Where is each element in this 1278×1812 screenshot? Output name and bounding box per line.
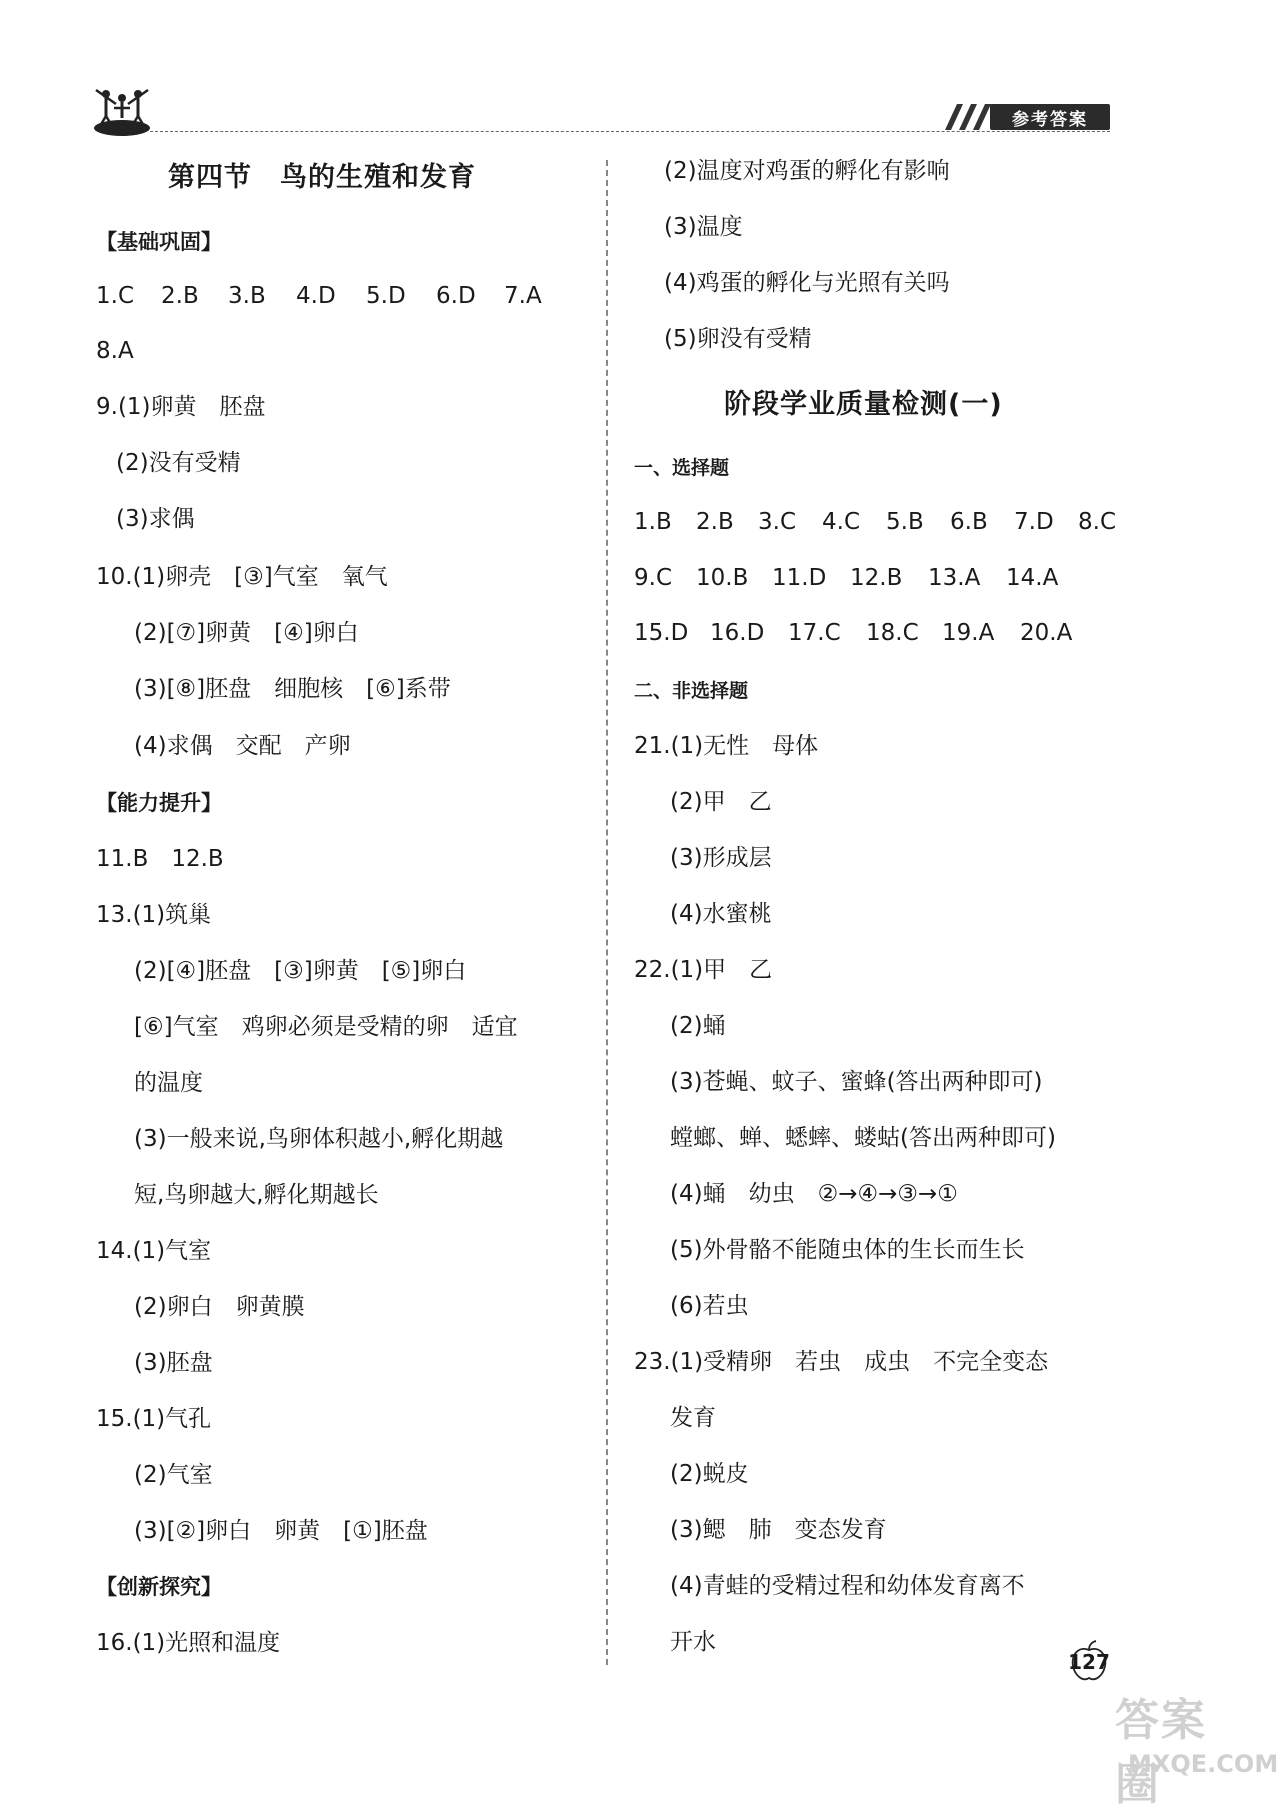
answer-line: (3)胚盘 [134, 1350, 213, 1376]
answer-line: 短,鸟卵越大,孵化期越长 [134, 1182, 379, 1208]
answer-item: 3.B [228, 283, 266, 309]
answer-item: 6.D [436, 283, 476, 309]
answer-line: (3)鳃 肺 变态发育 [670, 1517, 887, 1543]
answer-line: 15.(1)气孔 [96, 1406, 212, 1432]
answer-line: (2)温度对鸡蛋的孵化有影响 [664, 158, 950, 184]
answer-line: (5)外骨骼不能随虫体的生长而生长 [670, 1237, 1025, 1263]
answer-line: 23.(1)受精卵 若虫 成虫 不完全变态 [634, 1349, 1049, 1375]
answer-item: 6.B [950, 509, 988, 535]
answer-item: 5.D [366, 283, 406, 309]
label-innovate: 【创新探究】 [96, 1575, 222, 1599]
answer-line: 发育 [670, 1405, 716, 1431]
watermark-cn: 答案圈 [1115, 1695, 1207, 1810]
answer-line: (2)没有受精 [116, 450, 241, 476]
answer-line: (3)[②]卵白 卵黄 [①]胚盘 [134, 1518, 428, 1544]
answer-line: 的温度 [134, 1070, 203, 1096]
answer-line: [⑥]气室 鸡卵必须是受精的卵 适宜 [134, 1014, 518, 1040]
answer-line: (4)求偶 交配 产卵 [134, 733, 351, 759]
answer-line: (4)蛹 幼虫 ②→④→③→① [670, 1181, 958, 1207]
answer-line: (4)鸡蛋的孵化与光照有关吗 [664, 270, 950, 296]
answer-line: (6)若虫 [670, 1293, 749, 1319]
answer-item: 7.A [504, 283, 542, 309]
answer-line: (3)温度 [664, 214, 743, 240]
section-title: 第四节 鸟的生殖和发育 [168, 162, 476, 193]
answer-line: (3)形成层 [670, 845, 772, 871]
answer-line: 螳螂、蝉、蟋蟀、蝼蛄(答出两种即可) [670, 1125, 1056, 1151]
answer-line: 14.(1)气室 [96, 1238, 212, 1264]
answer-item: 11.D [772, 565, 827, 591]
answer-line: (2)蛹 [670, 1013, 726, 1039]
answer-item: 1.B [634, 509, 672, 535]
answer-line: (2)[④]胚盘 [③]卵黄 [⑤]卵白 [134, 958, 467, 984]
answer-line: (2)气室 [134, 1462, 213, 1488]
answer-line: 10.(1)卵壳 [③]气室 氧气 [96, 564, 388, 590]
answer-line: (2)甲 乙 [670, 789, 772, 815]
answer-item: 12.B [850, 565, 903, 591]
section-title: 阶段学业质量检测(一) [724, 389, 1003, 420]
answer-line: (4)青蛙的受精过程和幼体发育离不 [670, 1573, 1025, 1599]
answer-line: (3)一般来说,鸟卵体积越小,孵化期越 [134, 1126, 504, 1152]
answer-item: 4.C [822, 509, 861, 535]
answer-item: 19.A [942, 620, 995, 646]
header-badge: 参考答案 [990, 104, 1110, 130]
answer-item: 10.B [696, 565, 749, 591]
answer-item: 3.C [758, 509, 797, 535]
header-rule [150, 131, 1110, 132]
answer-line: 16.(1)光照和温度 [96, 1630, 281, 1656]
answer-line: 22.(1)甲 乙 [634, 957, 773, 983]
header-logo-icon [92, 86, 152, 138]
answer-item: 8.C [1078, 509, 1117, 535]
column-divider [606, 160, 608, 1665]
answer-line: 8.A [96, 338, 134, 364]
answer-item: 13.A [928, 565, 981, 591]
answer-line: (3)[⑧]胚盘 细胞核 [⑥]系带 [134, 676, 451, 702]
answer-item: 7.D [1014, 509, 1054, 535]
answer-item: 16.D [710, 620, 765, 646]
answer-item: 9.C [634, 565, 673, 591]
label-ability: 【能力提升】 [96, 791, 222, 815]
answer-line: 开水 [670, 1629, 716, 1655]
answer-item: 15.D [634, 620, 689, 646]
answer-item: 5.B [886, 509, 924, 535]
answer-item: 2.B [696, 509, 734, 535]
label-choice: 一、选择题 [634, 457, 730, 479]
page-number: 127 [1067, 1640, 1111, 1684]
answer-item: 2.B [161, 283, 199, 309]
answer-item: 4.D [296, 283, 336, 309]
answer-line: 9.(1)卵黄 胚盘 [96, 394, 266, 420]
answer-line: 13.(1)筑巢 [96, 902, 212, 928]
answer-line: (4)水蜜桃 [670, 901, 772, 927]
answer-line: (3)苍蝇、蚊子、蜜蜂(答出两种即可) [670, 1069, 1043, 1095]
answer-item: 20.A [1020, 620, 1073, 646]
answer-line: (2)[⑦]卵黄 [④]卵白 [134, 620, 359, 646]
answer-line: (2)卵白 卵黄膜 [134, 1294, 305, 1320]
answer-line: (5)卵没有受精 [664, 326, 812, 352]
answer-line: (3)求偶 [116, 506, 195, 532]
answer-item: 18.C [866, 620, 919, 646]
answer-item: 1.C [96, 283, 135, 309]
label-basic: 【基础巩固】 [96, 230, 222, 254]
answer-item: 14.A [1006, 565, 1059, 591]
answer-line: 11.B 12.B [96, 846, 224, 872]
answer-line: 21.(1)无性 母体 [634, 733, 819, 759]
answer-line: (2)蜕皮 [670, 1461, 749, 1487]
watermark-en: MXQE.COM [1128, 1750, 1278, 1778]
answer-item: 17.C [788, 620, 841, 646]
label-nonchoice: 二、非选择题 [634, 680, 749, 702]
